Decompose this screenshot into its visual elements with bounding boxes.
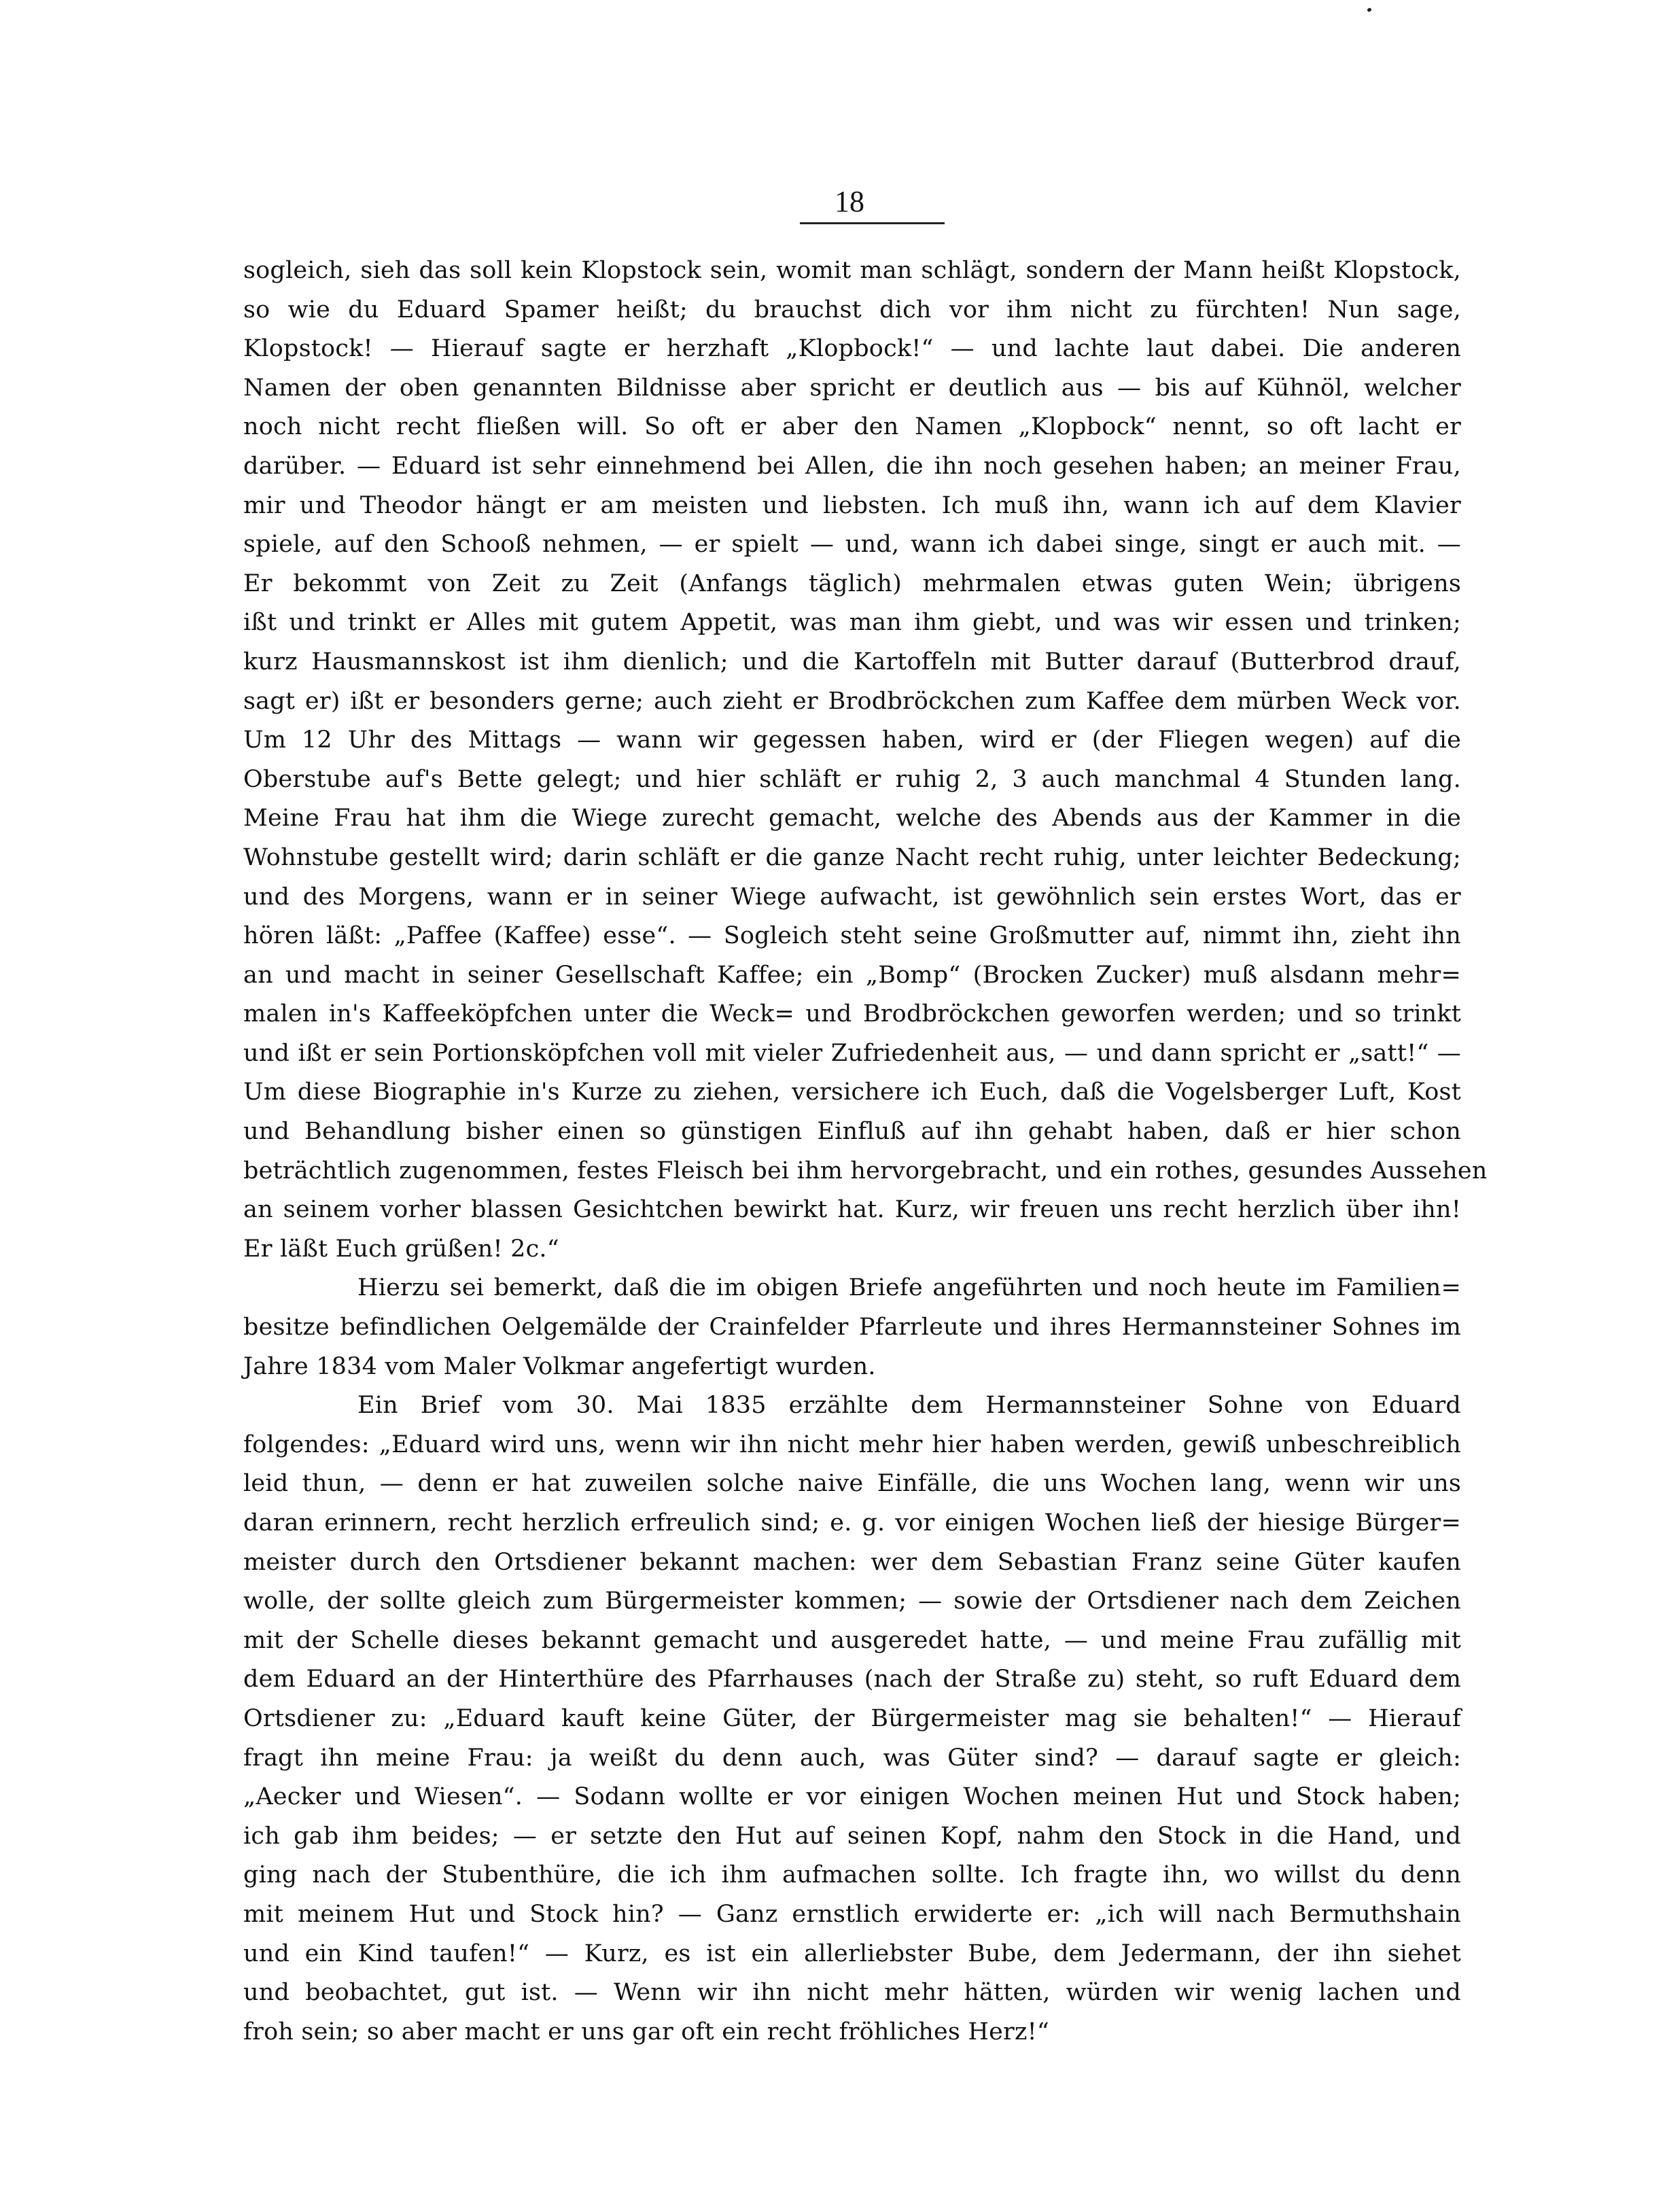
text-line: folgendes: „Eduard wird uns, wenn wir ihn nicht mehr hier haben werden, gewiß unbeschreiblich	[243, 1430, 1461, 1458]
text-line: Hierzu sei bemerkt, daß die im obigen Briefe angeführten und noch heute im Familien=	[357, 1274, 1461, 1302]
text-line: Er bekommt von Zeit zu Zeit (Anfangs täglich) mehrmalen etwas guten Wein; übrigens	[243, 569, 1461, 597]
text-line: meister durch den Ortsdiener bekannt machen: wer dem Sebastian Franz seine Güter kaufen	[243, 1548, 1461, 1576]
body-text	[243, 251, 1488, 2052]
scan-speck	[1367, 7, 1372, 12]
text-line: dem Eduard an der Hinterthüre des Pfarrhauses (nach der Straße zu) steht, so ruft Eduard dem	[243, 1666, 1461, 1693]
text-line: kurz Hausmannskost ist ihm dienlich; und die Kartoffeln mit Butter darauf (Butterbrod drauf,	[243, 648, 1461, 675]
text-line: Um diese Biographie in's Kurze zu ziehen, versichere ich Euch, daß die Vogelsberger Luft, Kost	[243, 1078, 1461, 1106]
text-line: mit der Schelle dieses bekannt gemacht und ausgeredet hatte, — und meine Frau zufällig mit	[243, 1626, 1461, 1654]
text-line: ißt und trinkt er Alles mit gutem Appetit, was man ihm giebt, und was wir essen und trinken;	[243, 609, 1461, 637]
text-line: Wohnstube gestellt wird; darin schläft er die ganze Nacht recht ruhig, unter leichter Bedeckung;	[243, 843, 1461, 871]
text-line: und ein Kind taufen!“ — Kurz, es ist ein allerliebster Bube, dem Jedermann, der ihn siehet	[243, 1939, 1461, 1967]
text-line: sogleich, sieh das soll kein Klopstock sein, womit man schlägt, sondern der Mann heißt Klopstock,	[243, 257, 1461, 284]
text-line: und ißt er sein Portionsköpfchen voll mit vieler Zufriedenheit aus, — und dann spricht er „satt!“ —	[243, 1039, 1461, 1067]
text-line: an seinem vorher blassen Gesichtchen bewirkt hat. Kurz, wir freuen uns recht herzlich über ihn!	[243, 1196, 1461, 1224]
text-line: sagt er) ißt er besonders gerne; auch zieht er Brodbröckchen zum Kaffee dem mürben Weck vor.	[243, 687, 1461, 715]
text-line: hören läßt: „Paffee (Kaffee) esse“. — Sogleich steht seine Großmutter auf, nimmt ihn, zieht ihn	[243, 922, 1461, 950]
page-number-rule	[800, 222, 945, 224]
text-line: ging nach der Stubenthüre, die ich ihm aufmachen sollte. Ich fragte ihn, wo willst du denn	[243, 1861, 1461, 1889]
text-line: und Behandlung bisher einen so günstigen Einfluß auf ihn gehabt haben, daß er hier schon	[243, 1118, 1461, 1146]
paragraph	[243, 251, 1488, 1269]
text-line: Meine Frau hat ihm die Wiege zurecht gemacht, welche des Abends aus der Kammer in die	[243, 805, 1461, 832]
paragraph	[243, 1269, 1461, 1386]
text-line: und des Morgens, wann er in seiner Wiege aufwacht, ist gewöhnlich sein erstes Wort, das er	[243, 883, 1461, 911]
text-line: so wie du Eduard Spamer heißt; du brauchst dich vor ihm nicht zu fürchten! Nun sage,	[243, 296, 1461, 323]
text-line: besitze befindlichen Oelgemälde der Crainfelder Pfarrleute und ihres Hermannsteiner Sohnes im	[243, 1314, 1461, 1341]
text-line: mit meinem Hut und Stock hin? — Ganz ernstlich erwiderte er: „ich will nach Bermuthshain	[243, 1900, 1461, 1928]
page-number: 18	[835, 185, 864, 218]
text-line: daran erinnern, recht herzlich erfreulich sind; e. g. vor einigen Wochen ließ der hiesige Bürger=	[243, 1509, 1461, 1537]
text-line: Um 12 Uhr des Mittags — wann wir gegessen haben, wird er (der Fliegen wegen) auf die	[243, 726, 1461, 754]
paragraph	[243, 1386, 1461, 2052]
text-line: Ein Brief vom 30. Mai 1835 erzählte dem Hermannsteiner Sohne von Eduard	[357, 1392, 1461, 1420]
text-line: ich gab ihm beides; — er setzte den Hut auf seinen Kopf, nahm den Stock in die Hand, und	[243, 1822, 1461, 1850]
text-line: beträchtlich zugenommen, festes Fleisch bei ihm hervorgebracht, und ein rothes, gesundes Aussehen	[243, 1157, 1488, 1184]
text-line: darüber. — Eduard ist sehr einnehmend bei Allen, die ihn noch gesehen haben; an meiner Frau,	[243, 452, 1461, 480]
text-line: leid thun, — denn er hat zuweilen solche naive Einfälle, die uns Wochen lang, wenn wir uns	[243, 1470, 1461, 1498]
text-line: noch nicht recht fließen will. So oft er aber den Namen „Klopbock“ nennt, so oft lacht er	[243, 413, 1461, 441]
text-line: Oberstube auf's Bette gelegt; und hier schläft er ruhig 2, 3 auch manchmal 4 Stunden lang.	[243, 765, 1461, 793]
text-line: und beobachtet, gut ist. — Wenn wir ihn nicht mehr hätten, würden wir wenig lachen und	[243, 1979, 1461, 2007]
text-line: Er läßt Euch grüßen! 2c.“	[243, 1235, 559, 1263]
text-line: an und macht in seiner Gesellschaft Kaffee; ein „Bomp“ (Brocken Zucker) muß alsdann mehr=	[243, 961, 1461, 989]
text-line: malen in's Kaffeeköpfchen unter die Weck= und Brodbröckchen geworfen werden; und so trinkt	[243, 1000, 1461, 1028]
text-line: fragt ihn meine Frau: ja weißt du denn auch, was Güter sind? — darauf sagte er gleich:	[243, 1744, 1461, 1772]
text-line: spiele, auf den Schooß nehmen, — er spielt — und, wann ich dabei singe, singt er auch mit. —	[243, 531, 1461, 559]
text-line: Namen der oben genannten Bildnisse aber spricht er deutlich aus — bis auf Kühnöl, welcher	[243, 374, 1461, 402]
text-line: Ortsdiener zu: „Eduard kauft keine Güter, der Bürgermeister mag sie behalten!“ — Hierauf	[243, 1704, 1461, 1732]
text-line: mir und Theodor hängt er am meisten und liebsten. Ich muß ihn, wann ich auf dem Klavier	[243, 491, 1461, 519]
text-line: wolle, der sollte gleich zum Bürgermeister kommen; — sowie der Ortsdiener nach dem Zeichen	[243, 1587, 1461, 1615]
text-line: Jahre 1834 vom Maler Volkmar angefertigt wurden.	[243, 1352, 876, 1380]
text-line: Klopstock! — Hierauf sagte er herzhaft „Klopbock!“ — und lachte laut dabei. Die anderen	[243, 335, 1461, 363]
text-line: „Aecker und Wiesen“. — Sodann wollte er vor einigen Wochen meinen Hut und Stock haben;	[243, 1783, 1461, 1811]
text-line: froh sein; so aber macht er uns gar oft ein recht fröhliches Herz!“	[243, 2018, 1049, 2046]
